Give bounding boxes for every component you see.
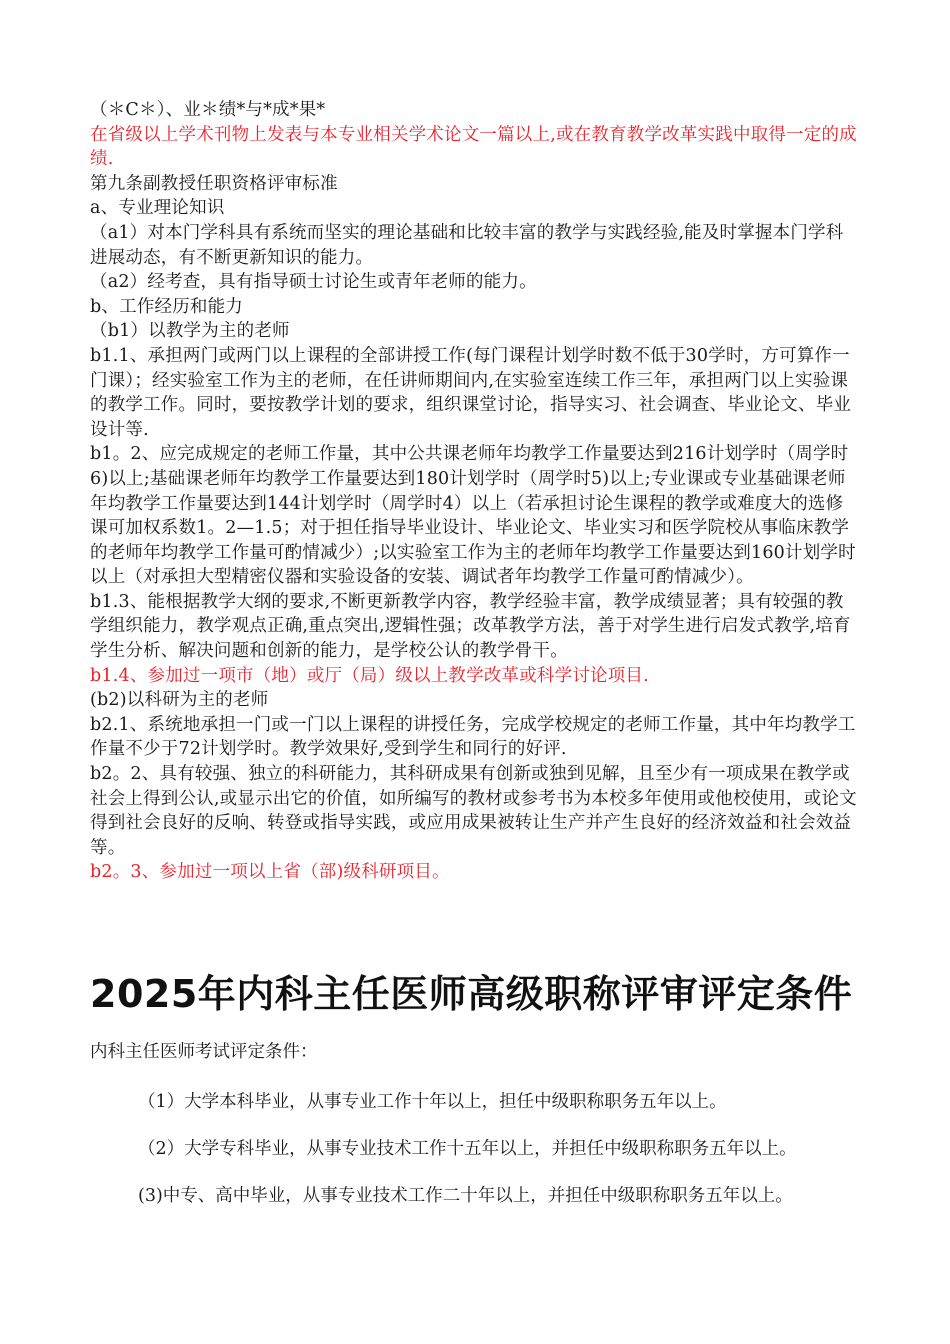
condition-item-3: (3)中专、高中毕业，从事专业技术工作二十年以上，并担任中级职称职务五年以上。 xyxy=(138,1186,793,1206)
paragraph-b2-1: b2.1、系统地承担一门或一门以上课程的讲授任务，完成学校规定的老师工作量，其中年均教学工作量不少于72计划学时。教学效果好,受到学生和同行的好评. xyxy=(90,714,856,760)
paragraph-b1-3: b1.3、能根据教学大纲的要求,不断更新教学内容，教学经验丰富，教学成绩显著；具有较强的教学组织能力，教学观点正确,重点突出,逻辑性强；改革教学方法，善于对学生进行启发式教学,培育学生分析、解决问题和创新的能力，是学校公认的教学骨干。 xyxy=(90,591,851,662)
paragraph-b1-heading: （b1）以教学为主的老师 xyxy=(90,321,290,342)
paragraph-b2-3: b2。3、参加过一项以上省（部)级科研项目。 xyxy=(90,862,450,883)
conditions-intro: 内科主任医师考试评定条件： xyxy=(90,1042,318,1062)
paragraph-a2: （a2）经考查，具有指导硕士讨论生或青年老师的能力。 xyxy=(90,272,537,293)
paragraph-b2-heading: (b2)以科研为主的老师 xyxy=(90,690,269,711)
paragraph-b1-4: b1.4、参加过一项市（地）或厅（局）级以上教学改革或科学讨论项目. xyxy=(90,665,649,686)
paragraph-theory-knowledge-heading: a、专业理论知识 xyxy=(90,198,225,219)
paragraph-article-nine-heading: 第九条副教授任职资格评审标准 xyxy=(90,173,338,194)
paragraph-b2-2: b2。2、具有较强、独立的科研能力，其科研成果有创新或独到见解，且至少有一项成果在教学或社会上得到公认,或显示出它的价值，如所编写的教材或参考书为本校多年使用或他校使用，或论文得到社会良好的反响、转登或指导实践，或应用成果被转让生产并产生良好的经济效益和社会效益等。 xyxy=(90,764,857,858)
paragraph-b1-1: b1.1、承担两门或两门以上课程的全部讲授工作(每门课程计划学时数不低于30学时，方可算作一门课）；经实验室工作为主的老师，在任讲师期间内,在实验室连续工作三年，承担两门以上实验课的教学工作。同时，要按教学计划的要求，组织课堂讨论，指导实习、社会调查、毕业论文、毕业设计等. xyxy=(90,345,852,440)
paragraph-heading-achievements: （＊C＊）、业＊绩*与*成*果* xyxy=(90,100,326,120)
document-title: 2025年内科主任医师高级职称评审评定条件 xyxy=(90,972,853,1016)
paragraph-publication-requirement: 在省级以上学术刊物上发表与本专业相关学术论文一篇以上,或在教育教学改革实践中取得一定的成绩. xyxy=(90,124,857,170)
paragraph-a1: （a1）对本门学科具有系统而坚实的理论基础和比较丰富的教学与实践经验,能及时掌握本门学科进展动态，有不断更新知识的能力。 xyxy=(90,222,844,268)
condition-item-2: （2）大学专科毕业，从事专业技术工作十五年以上，并担任中级职称职务五年以上。 xyxy=(138,1139,797,1159)
paragraph-experience-heading: b、工作经历和能力 xyxy=(90,296,244,317)
criteria-section xyxy=(90,98,860,885)
condition-item-1: （1）大学本科毕业，从事专业工作十年以上，担任中级职称职务五年以上。 xyxy=(138,1092,727,1112)
paragraph-b1-2: b1。2、应完成规定的老师工作量，其中公共课老师年均教学工作量要达到216计划学时（周学时6)以上;基础课老师年均教学工作量要达到180计划学时（周学时5)以上;专业课或专业基础课老师年均教学工作量要达到144计划学时（周学时4）以上（若承担讨论生课程的教学或难度大的选修课可加权系数1。2—1.5；对于担任指导毕业设计、毕业论文、毕业实习和医学院校从事临床教学的老师年均教学工作量可酌情减少）;以实验室工作为主的老师年均教学工作量要达到160计划学时以上（对承担大型精密仪器和实验设备的安装、调试者年均教学工作量可酌情减少）。 xyxy=(90,444,856,588)
